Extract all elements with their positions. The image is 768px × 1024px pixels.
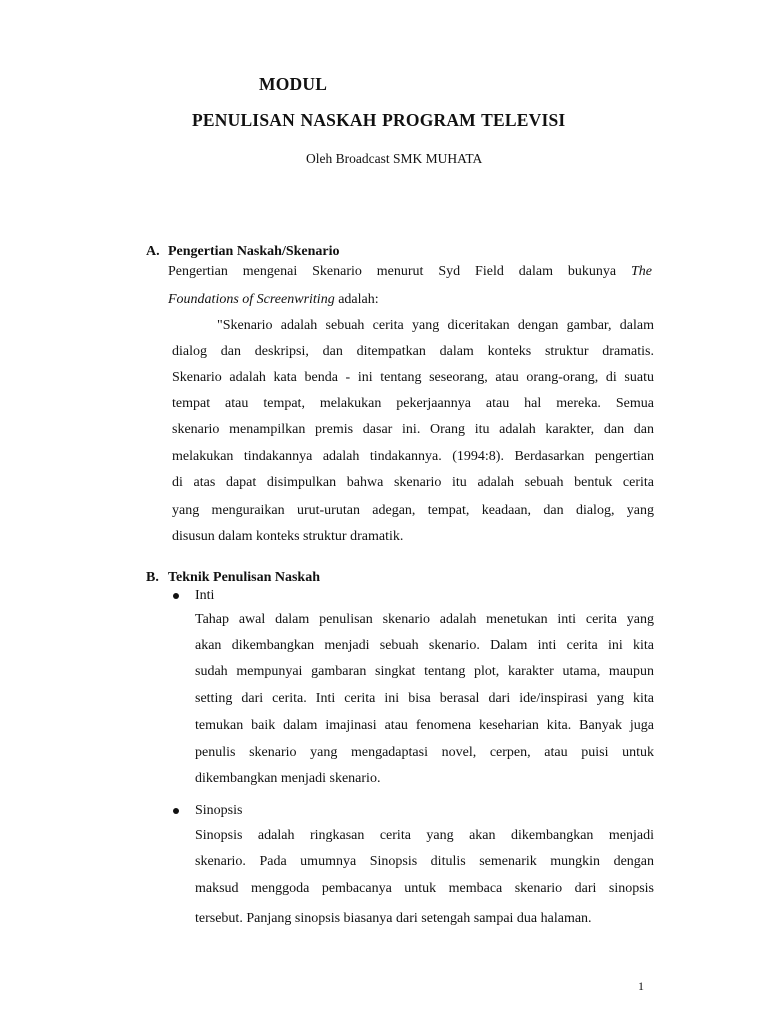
quote-line: tempat atau tempat, melakukan pekerjaannya atau hal mereka. Semua bbox=[172, 396, 654, 411]
quote-line: disusun dalam konteks struktur dramatik. bbox=[172, 529, 404, 544]
section-b-letter: B. bbox=[146, 570, 159, 585]
quote-line: skenario menampilkan premis dasar ini. Orang itu adalah karakter, dan dan bbox=[172, 422, 654, 437]
quote-line: dialog dan deskripsi, dan ditempatkan dalam konteks struktur dramatis. bbox=[172, 344, 654, 359]
section-a-intro-text: Pengertian mengenai Skenario menurut Syd Field dalam bukunya bbox=[168, 264, 617, 279]
bullet-dot-icon bbox=[173, 808, 179, 814]
section-a-heading-text: Pengertian Naskah/Skenario bbox=[168, 244, 340, 259]
sinopsis-line: Sinopsis adalah ringkasan cerita yang akan dikembangkan menjadi bbox=[195, 828, 654, 843]
inti-line: sudah mempunyai gambaran singkat tentang plot, karakter utama, maupun bbox=[195, 664, 654, 679]
section-b-heading-text: Teknik Penulisan Naskah bbox=[168, 570, 320, 585]
bullet-label-inti: Inti bbox=[195, 588, 215, 603]
document-title-line2: PENULISAN NASKAH PROGRAM TELEVISI bbox=[192, 110, 566, 130]
inti-line: Tahap awal dalam penulisan skenario adalah menetukan inti cerita yang bbox=[195, 612, 654, 627]
document-title-line1: MODUL bbox=[259, 74, 328, 94]
section-a-intro-line2 bbox=[168, 291, 379, 309]
section-a-heading bbox=[146, 243, 340, 261]
sinopsis-line: maksud menggoda pembacanya untuk membaca skenario dari sinopsis bbox=[195, 881, 654, 896]
section-a-letter: A. bbox=[146, 244, 160, 259]
sinopsis-line: skenario. Pada umumnya Sinopsis ditulis semenarik mungkin dengan bbox=[195, 854, 654, 869]
quote-line: "Skenario adalah sebuah cerita yang diceritakan dengan gambar, dalam bbox=[217, 318, 654, 333]
quote-line: di atas dapat disimpulkan bahwa skenario itu adalah sebuah bentuk cerita bbox=[172, 475, 654, 490]
page-number: 1 bbox=[638, 979, 644, 993]
inti-line: temukan baik dalam imajinasi atau fenomena keseharian kita. Banyak juga bbox=[195, 718, 654, 733]
bullet-label-sinopsis: Sinopsis bbox=[195, 803, 243, 818]
section-a-intro-suffix: adalah: bbox=[334, 292, 379, 307]
section-a-intro-line1 bbox=[168, 263, 652, 281]
inti-line: setting dari cerita. Inti cerita ini bisa berasal dari ide/inspirasi yang kita bbox=[195, 691, 654, 706]
quote-line: melakukan tindakannya adalah tindakannya. (1994:8). Berdasarkan pengertian bbox=[172, 449, 654, 464]
sinopsis-line: tersebut. Panjang sinopsis biasanya dari setengah sampai dua halaman. bbox=[195, 911, 592, 926]
section-b-heading bbox=[146, 569, 320, 587]
bullet-dot-icon bbox=[173, 593, 179, 599]
inti-line: akan dikembangkan menjadi sebuah skenario. Dalam inti cerita ini kita bbox=[195, 638, 654, 653]
section-a-intro-book-title-start: The bbox=[631, 264, 653, 279]
quote-line: Skenario adalah kata benda - ini tentang seseorang, atau orang-orang, di suatu bbox=[172, 370, 654, 385]
section-a-intro-book-title-end: Foundations of Screenwriting bbox=[168, 292, 335, 307]
quote-line: yang menguraikan urut-urutan adegan, tempat, keadaan, dan dialog, yang bbox=[172, 503, 654, 518]
inti-line: dikembangkan menjadi skenario. bbox=[195, 771, 381, 786]
inti-line: penulis skenario yang mengadaptasi novel, cerpen, atau puisi untuk bbox=[195, 745, 654, 760]
document-byline: Oleh Broadcast SMK MUHATA bbox=[306, 151, 483, 166]
